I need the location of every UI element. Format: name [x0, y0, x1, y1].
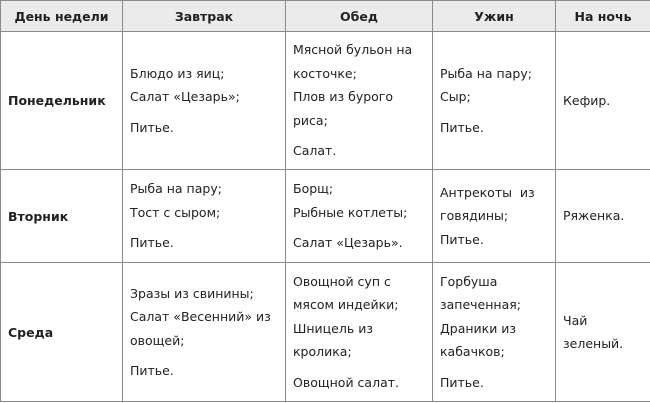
cell-line: кролика;	[293, 344, 352, 360]
cell-line: Горбуша	[440, 273, 498, 289]
cell-line: Салат «Цезарь»;	[130, 89, 240, 105]
day-cell: Понедельник	[1, 32, 123, 170]
cell-line: Салат «Цезарь».	[293, 235, 403, 251]
day-cell: Среда	[1, 263, 123, 402]
cell-line: Рыба на пару;	[440, 65, 532, 81]
cell-line: Питье.	[440, 374, 484, 390]
cell-line: зеленый.	[563, 336, 624, 351]
night-cell	[556, 170, 650, 263]
day-cell: Вторник	[1, 170, 123, 263]
cell-line: Блюдо из яиц;	[130, 65, 225, 81]
cell-line: Чай	[563, 312, 588, 328]
cell-line: Питье.	[440, 231, 484, 247]
night-cell	[556, 32, 650, 170]
dinner-cell	[433, 263, 556, 402]
header-breakfast: Завтрак	[123, 1, 286, 32]
cell-line: Рыбные котлеты;	[293, 204, 408, 220]
cell-line: кабачков;	[440, 344, 505, 360]
table-row	[1, 170, 650, 263]
cell-line: Антрекоты из	[440, 184, 535, 200]
cell-line: запеченная;	[440, 297, 521, 313]
header-lunch: Обед	[286, 1, 433, 32]
header-night: На ночь	[556, 1, 650, 32]
cell-line: Питье.	[440, 119, 484, 135]
cell-line: Кефир.	[563, 92, 611, 108]
cell-line: Шницель из	[293, 320, 373, 336]
cell-line: Питье.	[130, 119, 174, 135]
breakfast-cell	[123, 170, 286, 263]
breakfast-cell	[123, 263, 286, 402]
cell-line: Сыр;	[440, 89, 471, 105]
cell-line: мясом индейки;	[293, 297, 399, 313]
dinner-cell	[433, 170, 556, 263]
header-day: День недели	[1, 1, 123, 32]
dinner-cell	[433, 32, 556, 170]
cell-line: Борщ;	[293, 181, 334, 197]
table-row	[1, 32, 650, 170]
cell-line: Зразы из свинины;	[130, 285, 254, 301]
cell-line: Мясной бульон на	[293, 42, 413, 58]
header-row	[1, 1, 650, 32]
header-dinner: Ужин	[433, 1, 556, 32]
cell-line: Салат «Весенний» из	[130, 309, 271, 324]
cell-line: Питье.	[130, 363, 174, 378]
cell-line: овощей;	[130, 332, 185, 348]
cell-line: Рыба на пару;	[130, 181, 222, 197]
cell-line: Салат.	[293, 143, 337, 159]
lunch-cell	[286, 263, 433, 402]
night-cell	[556, 263, 650, 402]
cell-line: Плов из бурого	[293, 89, 394, 105]
cell-line: Драники из	[440, 320, 517, 336]
table-row	[1, 263, 650, 402]
breakfast-cell	[123, 32, 286, 170]
lunch-cell	[286, 170, 433, 263]
cell-line: косточке;	[293, 65, 357, 81]
lunch-cell	[286, 32, 433, 170]
cell-line: Тост с сыром;	[130, 204, 221, 220]
cell-line: Питье.	[130, 235, 174, 251]
cell-line: Овощной салат.	[293, 374, 399, 390]
cell-line: Ряженка.	[563, 208, 625, 224]
cell-line: риса;	[293, 112, 328, 128]
cell-line: говядины;	[440, 208, 509, 224]
cell-line: Овощной суп с	[293, 273, 391, 289]
